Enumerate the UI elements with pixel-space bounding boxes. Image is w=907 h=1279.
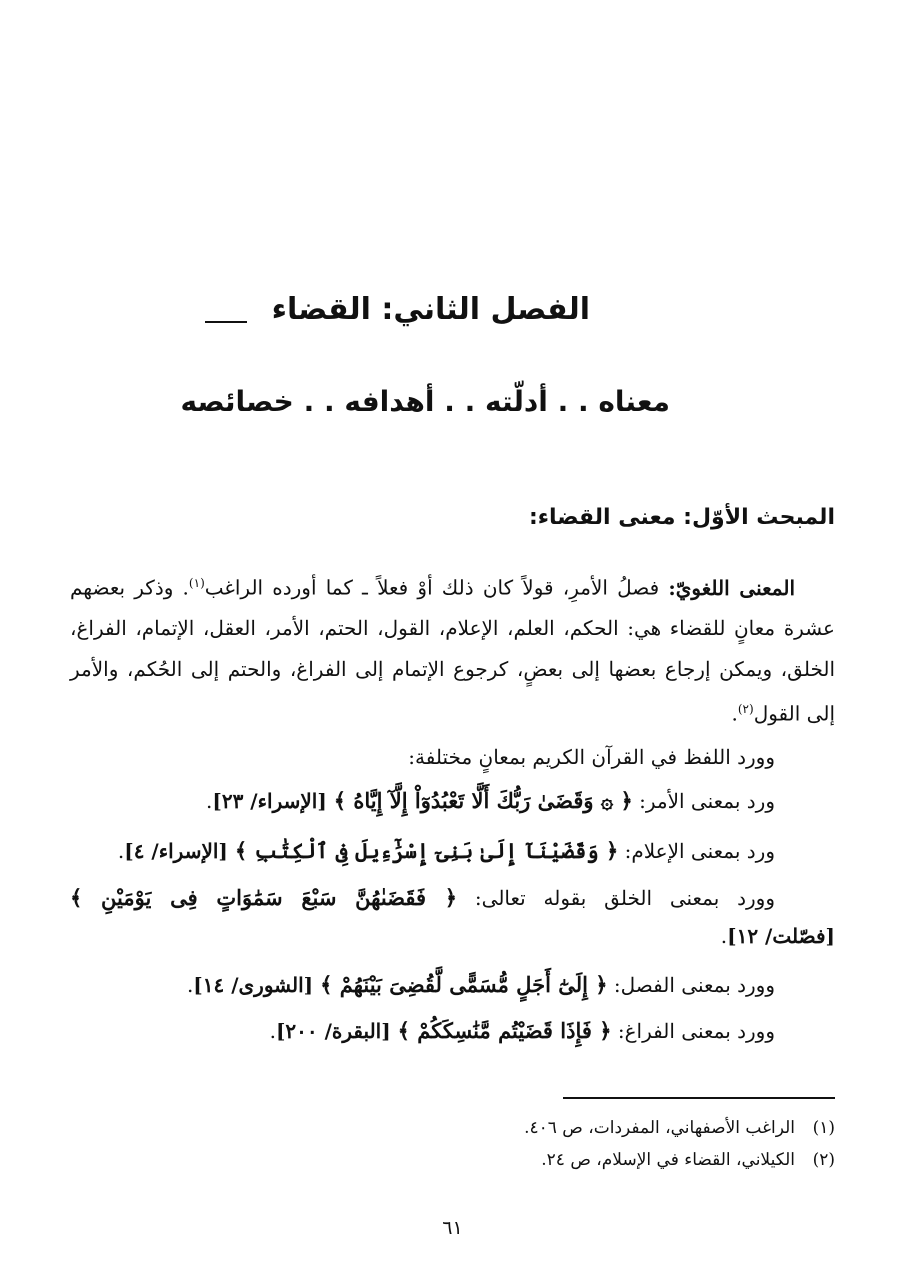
title-dash-ornament [205, 321, 247, 323]
chapter-subtitle: معناه . . أدلّته . . أهدافه . . خصائصه [180, 385, 670, 418]
footnote-ref-2[interactable]: (٢) [737, 702, 754, 717]
meaning-end: . [206, 789, 213, 813]
paragraph-text-3: . [731, 701, 738, 726]
footnote-text: الراغب الأصفهاني، المفردات، ص ٤٠٦. [524, 1118, 795, 1138]
footnote-2 [541, 1150, 835, 1170]
meaning-prefix: ورد بمعنى الأمر: [632, 789, 775, 813]
meaning-item [187, 972, 775, 997]
meaning-prefix: وورد بمعنى الفصل: [607, 973, 775, 997]
meaning-prefix: ورد بمعنى الإعلام: [618, 839, 775, 863]
quran-verse: ﴿ إِلَىٰٓ أَجَلٍ مُّسَمًّى لَّقُضِىَ بَيْنَهُمْ ﴾ [320, 972, 608, 997]
quran-verse: ﴿ فَقَضَىٰهُنَّ سَبْعَ سَمَٰوَاتٍ فِى يَوْمَيْنِ ﴾ [70, 885, 458, 910]
meaning-item-continuation [721, 924, 835, 948]
meaning-item [270, 1018, 775, 1043]
meaning-end: . [720, 924, 728, 948]
footnote-number: (١) [812, 1118, 835, 1138]
meanings-intro: وورد اللفظ في القرآن الكريم بمعانٍ مختلفة: [408, 745, 775, 769]
page-number: ٦١ [442, 1217, 463, 1239]
quran-verse: ﴿ فَإِذَا قَضَيْتُم مَّنَٰسِكَكُمْ ﴾ [397, 1018, 612, 1043]
meaning-item [206, 788, 775, 813]
quran-verse: ﴿ وَقَضَيْنَآ إِلَىٰ بَنِىٓ إِسْرَٰٓءِيلَ فِى ٱلْكِتَٰبِ ﴾ [234, 838, 619, 863]
footnote-number: (٢) [812, 1150, 835, 1170]
verse-reference: [الإسراء/ ٢٣] [212, 789, 334, 813]
chapter-title: الفصل الثاني: القضاء [271, 292, 590, 327]
meaning-prefix: وورد بمعنى الخلق بقوله تعالى: [457, 886, 775, 910]
footnote-separator [563, 1097, 835, 1099]
verse-reference: [البقرة/ ٢٠٠] [275, 1019, 398, 1043]
meaning-end: . [186, 973, 194, 997]
verse-reference: [فصّلت/ ١٢] [727, 924, 835, 948]
footnote-text: الكيلاني، القضاء في الإسلام، ص ٢٤. [541, 1150, 795, 1170]
meaning-item [70, 885, 835, 910]
verse-reference: [الإسراء/ ٤] [124, 839, 235, 863]
paragraph-text-1: فصلُ الأمرِ، قولاً كان ذلك أوْ فعلاً ـ كما أورده الراغب [204, 575, 660, 600]
section-heading: المبحث الأوّل: معنى القضاء: [528, 505, 835, 530]
book-page [70, 0, 835, 1279]
linguistic-meaning-paragraph [70, 563, 835, 734]
footnote-1 [524, 1118, 835, 1138]
verse-reference: [الشورى/ ١٤] [193, 973, 321, 997]
meaning-end: . [117, 839, 125, 863]
meaning-end: . [269, 1019, 276, 1043]
paragraph-text-2: . وذكر بعضهم عشرة معانٍ للقضاء هي: الحكم، العلم، الإعلام، القول، الحتم، الأمر، العقل، الإتمام، الفراغ، الخلق، ويمكن إرجاع بعضها إلى بعضٍ، كرجوع الإتمام إلى الفراغ، والحتم إلى الحُكم، والأمر إلى القول [70, 575, 835, 726]
paragraph-lead: المعنى اللغويّ: [668, 575, 795, 600]
quran-verse: ﴿ ۞ وَقَضَىٰ رَبُّكَ أَلَّا تَعْبُدُوٓاْ إِلَّآ إِيَّاهُ ﴾ [333, 788, 633, 813]
meaning-item [118, 838, 775, 863]
footnote-ref-1[interactable]: (١) [188, 576, 205, 590]
meaning-prefix: وورد بمعنى الفراغ: [611, 1019, 775, 1043]
